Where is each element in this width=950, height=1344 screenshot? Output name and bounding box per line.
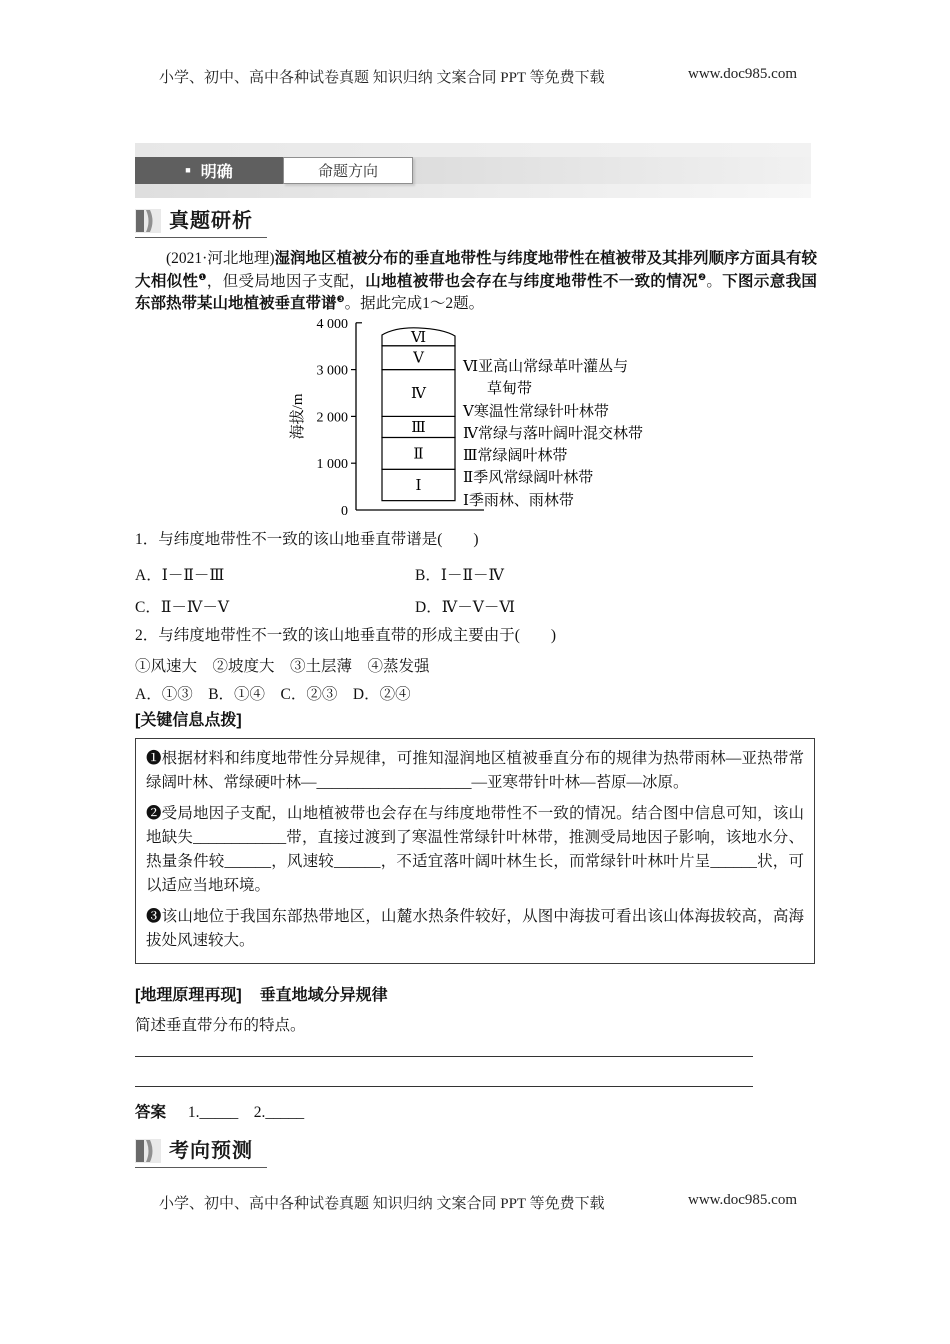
tab-banner (135, 143, 811, 198)
tab-mingque (135, 157, 283, 184)
svg-text:4 000: 4 000 (316, 318, 348, 332)
annotation-marker: ❶ (198, 271, 207, 282)
annotation-marker: ❸ (336, 293, 345, 304)
tips-label: [关键信息点拨] (135, 712, 242, 729)
section-header-kaoxiang (135, 1134, 267, 1168)
principle-prompt: 简述垂直带分布的特点。 (135, 1017, 306, 1034)
intro-text-segment: ，但受局地因子支配， (206, 272, 366, 290)
svg-text:Ⅲ: Ⅲ (411, 419, 426, 436)
banner-bottom-strip (135, 184, 811, 198)
svg-text:海拔/m: 海拔/m (290, 393, 306, 440)
tips-paragraph-2: ❷受局地因子支配，山地植被带也会存在与纬度地带性不一致的情况。结合图中信息可知，该山地缺失____________带，直接过渡到了寒温性常绿针叶林带，推测受局地因子影响，该地水分、热量条件较______，风速较______，不适宜落叶阔叶林生长，而常绿针叶林叶片呈______状，可以适应当地环境。 (146, 805, 804, 894)
intro-text-segment: 山地植被带也会存在与纬度地带性不一致的情况 (365, 272, 698, 290)
chart-legend (463, 356, 643, 512)
question-2-choices: A．①③ B．①④ C．②③ D．②④ (135, 686, 411, 703)
tab-mingti-fangxiang (283, 157, 413, 184)
tips-paragraph-3: ❸该山地位于我国东部热带地区，山麓水热条件较好，从图中海拔可看出该山体海拔较高，高海拔处风速较大。 (146, 908, 804, 949)
section-marker-icon (135, 209, 161, 233)
svg-text:3 000: 3 000 (316, 363, 348, 379)
footer-site-url: www.doc985.com (687, 1192, 797, 1208)
option-a: A．Ⅰ－Ⅱ－Ⅲ (135, 567, 225, 584)
answers-blanks: 1._____ 2._____ (187, 1104, 305, 1121)
tips-paragraph-1: ❶根据材料和纬度地带性分异规律，可推知湿润地区植被垂直分布的规律为热带雨林—亚热带常绿阔叶林、常绿硬叶林—____________________—亚寒带针叶林—苔原—冰原。 (146, 750, 804, 791)
question-1-stem: 1．与纬度地带性不一致的该山地垂直带谱是( ) (135, 531, 479, 548)
question-2-items: ①风速大 ②坡度大 ③土层薄 ④蒸发强 (135, 658, 430, 675)
legend-line: Ⅳ常绿与落叶阔叶混交林带 (463, 425, 643, 442)
svg-text:1 000: 1 000 (316, 457, 348, 473)
svg-text:Ⅵ: Ⅵ (410, 329, 427, 346)
section-title-zhenti: 真题研析 (169, 210, 253, 232)
intro-text-segment: (2021·河北地理) (166, 250, 275, 267)
question-2-stem: 2．与纬度地带性不一致的该山地垂直带的形成主要由于( ) (135, 627, 557, 644)
svg-text:Ⅱ: Ⅱ (413, 446, 424, 463)
intro-text-segment: 湿润地区植被分布的垂直地带性与纬度地带性在植被带及其排列顺序方面具有较大相似性 (135, 250, 818, 290)
intro-text-segment: 。据此完成1～2题。 (344, 295, 485, 312)
question-1-options-row-1 (135, 563, 815, 585)
intro-text-segment: 。 (706, 272, 723, 290)
tab-mingque-label: 明确 (200, 164, 233, 181)
legend-line: Ⅱ季风常绿阔叶林带 (463, 470, 594, 487)
option-c: C．Ⅱ－Ⅳ－Ⅴ (135, 599, 230, 616)
tab-mingti-label: 命题方向 (317, 163, 378, 180)
footer-promo-text: 小学、初中、高中各种试卷真题 知识归纳 文案合同 PPT 等免费下载 (159, 1196, 605, 1212)
questions-block (135, 527, 815, 704)
answers-label: 答案 (135, 1104, 167, 1121)
legend-line: Ⅲ常绿阔叶林带 (463, 448, 568, 465)
intro-text-segment: 下图示意我国东部热带某山地植被垂直带谱 (135, 272, 817, 312)
svg-text:Ⅳ: Ⅳ (411, 386, 426, 402)
header-site-url: www.doc985.com (687, 66, 797, 82)
page-header (135, 66, 815, 87)
svg-text:Ⅰ: Ⅰ (415, 477, 422, 494)
svg-text:Ⅴ: Ⅴ (413, 350, 424, 367)
section-title-kaoxiang: 考向预测 (169, 1140, 253, 1162)
intro-paragraph (135, 248, 817, 316)
tips-box (135, 738, 815, 964)
option-b: B．Ⅰ－Ⅱ－Ⅳ (415, 567, 504, 584)
question-1-options-row-2 (135, 595, 815, 617)
answers-row (135, 1100, 304, 1122)
answer-blank-line-2 (135, 1086, 753, 1087)
zonation-chart (135, 318, 815, 524)
principle-heading (135, 982, 388, 1005)
header-promo-text: 小学、初中、高中各种试卷真题 知识归纳 文案合同 PPT 等免费下载 (159, 70, 605, 86)
legend-line: 草甸带 (487, 381, 533, 398)
section-marker-icon (135, 1139, 161, 1163)
legend-line: Ⅴ寒温性常绿针叶林带 (463, 403, 609, 420)
page-footer (135, 1192, 815, 1213)
answer-blank-line-1 (135, 1056, 753, 1057)
banner-top-strip (135, 143, 811, 157)
legend-line: Ⅰ季雨林、雨林带 (463, 492, 574, 509)
principle-title: 垂直地域分异规律 (259, 987, 388, 1004)
svg-text:0: 0 (341, 504, 348, 519)
square-bullet-icon: ■ (185, 165, 191, 175)
section-header-zhenti (135, 204, 267, 238)
principle-label: [地理原理再现] (135, 987, 242, 1004)
legend-line: Ⅵ亚高山常绿革叶灌丛与 (463, 359, 629, 375)
svg-text:2 000: 2 000 (316, 410, 348, 426)
annotation-marker: ❷ (697, 271, 707, 282)
option-d: D．Ⅳ－Ⅴ－Ⅵ (415, 599, 515, 616)
